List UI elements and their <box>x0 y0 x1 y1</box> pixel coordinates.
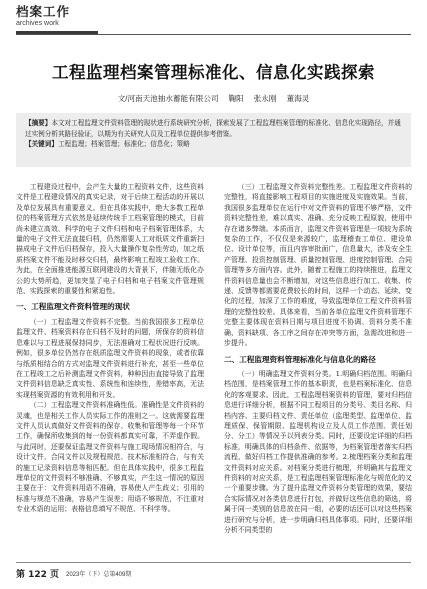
right-column <box>224 182 412 535</box>
intro-paragraph: 工程建设过程中，会产生大量的工程资料文件，这些资料文件是工程建设情况的真实记录，对于后续工程活动的开展以及单位发展具有重要意义。但在具体实践中，绝大多数工程单位的档案管理方式依然是延续传统手工档案管理的模式，目前尚未建立高效、科学的电子文件归档和电子档案管理体系，大量的电子文件无法直接归档，仍然需要人工对纸质文件重新扫描成电子文件后归档保存，投入大量操作复杂性劳动，加之纸质档案文件不能及时移交归档，最终影响工程竣工验收工作。为此，在全面推进能源互联网建设的大背景下，伴随无纸化办公的大势所趋，更加突显了电子归档和电子档案文件管理规范、实践探索的重要性和紧迫性。 <box>16 183 204 296</box>
section-heading: 二、工程监理资料管理标准化与信息化的路径 <box>224 354 376 364</box>
affiliation: 文/河南天池抽水蓄能有限公司 <box>117 94 219 103</box>
article-title: 工程监理档案管理标准化、信息化实践探索 <box>52 63 375 82</box>
abstract <box>25 118 402 139</box>
body-paragraph <box>16 317 204 400</box>
journal-column-subtitle: archives work <box>16 20 59 27</box>
subsection-heading: （一）工程监理文件资料不完整。 <box>29 317 135 326</box>
author-name: 鞠阳 <box>228 94 244 103</box>
left-column <box>16 182 204 515</box>
keywords-label: 【关键词】 <box>25 140 58 149</box>
subsection-heading: （一）明确监理文件资料分类。 <box>237 369 336 378</box>
paragraph-text: 当前我国很多工程单位监理文件、档案资料存在归档不及时的问题，所保存的资料信息难以与工程进展保持同步，无法准确对工程状况进行反映。例如，很多单位仍然存在纸质监理文件资料的现象，或者依靠与纸质相结合的方式对监理文件资料进行补充，甚至一些单位在工程竣工之后补测监理文件资料，种种因由直接导致了监理文件资料信息缺乏真实性、系统性和连续性，差错率高，无法实现档案资源的有效利用和开发。 <box>16 317 205 399</box>
paragraph-text: 1.明确归档范围。明确归档范围，是档案管理工作的基本职责，也是档案标准化、信息化的客观要求。因此，工程监理档案资料的管理，要对归档信息进行详细分析，根据不同工程项目的分类号、类目名称、归档内容、主要归档文件、责任单位（监理类型、监理单位、监理质保、保管期限、监理机构设立及人员工作范围、责任划分、分工）等情况予以列表分类。同时，还要设定详细的归档标准，明确具体的归档条件、依据等，为档案管理者落实归档流程、做好归档工作提供准确的参考。2.梳理档案分类和监理文件资料对应关系。对档案分类进行梳理，并明确其与监理文件资料的对应关系，是工程监理档案管理标准化与规范化的又一个重要步骤。为了提升监理文件资料分类管理的效果，要结合实际情况对各类信息进行打包，并做好这些信息的筛选，将属于同一类别的信息放在同一组，必要的话还可以对这些档案进行研究与分析，进一步明确归档具体事项。同时，还要详细分析不同类型的 <box>224 369 412 534</box>
page-footer <box>16 562 411 582</box>
journal-header <box>16 5 146 27</box>
paragraph-text: 准确性是文件资料的灵魂，也是相关工作人员实际工作的准则之一。这就需要监理文件人员认真做好文件资料的保存、收集和管理等每一个环节工作，确保所收集到的每一份资料都真实可靠，不弄虚作假。与此同时，还要保证监理文件资料与施工现场情况相符合，与设计文件、合同文件以及规程规范、技术标准相符合，与有关的施工记录资料信息等相匹配。但在具体实践中，很多工程监理单位的文件资料不够准确、不够真实，产生这一情况的原因主要在于：文件资料用语不准确，容易使人产生歧义；引用的标准与规范不准确，容易产生误差；用语不够规范，不注重对专业术语的运用；表格信息填写不规范、不科学等。 <box>16 401 205 514</box>
abstract-label: 【摘要】 <box>25 119 52 127</box>
journal-column-title: 档案工作 <box>16 4 71 19</box>
paragraph-text: 工程监理文件资料的完整性，将直接影响工程项目的实施进度及实施效果。当前，我国很多监理单位在运行中对文件资料的管理不够严格，文件资料完整性差，难以真实、准确、充分反映工程原貌，使用中存在诸多弊端。本质而言，监理文件资料管理是一项较为系统复杂的工作，不仅仅是来源较广，监理稽查工单位、建设单位、设计单位等，而且内容审批面广，信息量大，涉及安全生产管理、投资控制管理、质量控制管理、进度控制管理、合同管理等多方面内容。此外，随着工程施工的持续推进，监理文件资料信息量也会不断增加，对这些信息进行加工、收集、传递、反馈等都需要花费较长的时间，这样一个动态、延续、变化的过程，加深了工作的难度，导致监理单位工程文件资料管理的完整性较差。具体来看，当前各单位监理文件资料管理不完整主要体现在资料日期与项目进度不协调、资料分类不准确、资料缺项、各工序之间存在冲突等方面，急需改进和进一步提升。 <box>224 183 413 348</box>
author-name: 董海灵 <box>286 94 310 103</box>
footer-divider <box>16 562 411 563</box>
body-paragraph <box>224 369 412 536</box>
body-paragraph <box>16 400 204 514</box>
author-name: 张永刚 <box>253 94 277 103</box>
author-line <box>0 93 427 104</box>
header-divider <box>16 34 411 35</box>
abstract-text: 本文对工程监理文件资料管理的现状进行系统研究分析，探索发展了工程监理档案管理的标准化、信息化实现路径，并通过实例分析其路径验证，以期为有关研究人员及工程单位提供参考借鉴。 <box>25 119 401 138</box>
keywords-text: 工程监理；档案管理；标准化；信息化；策略 <box>57 140 190 149</box>
issue-info: 2023年（下）总第409期 <box>66 572 132 578</box>
page-number: 第 122 页 <box>16 570 60 580</box>
abstract-box <box>16 113 411 167</box>
section-heading: 一、工程监理文件资料管理的现状 <box>16 302 130 312</box>
keywords <box>25 139 402 150</box>
body-paragraph <box>224 182 412 349</box>
subsection-heading: （三）工程监理文件资料完整性差。 <box>237 183 350 191</box>
subsection-heading: （二）工程监理文件资料准确性低。 <box>29 401 142 410</box>
